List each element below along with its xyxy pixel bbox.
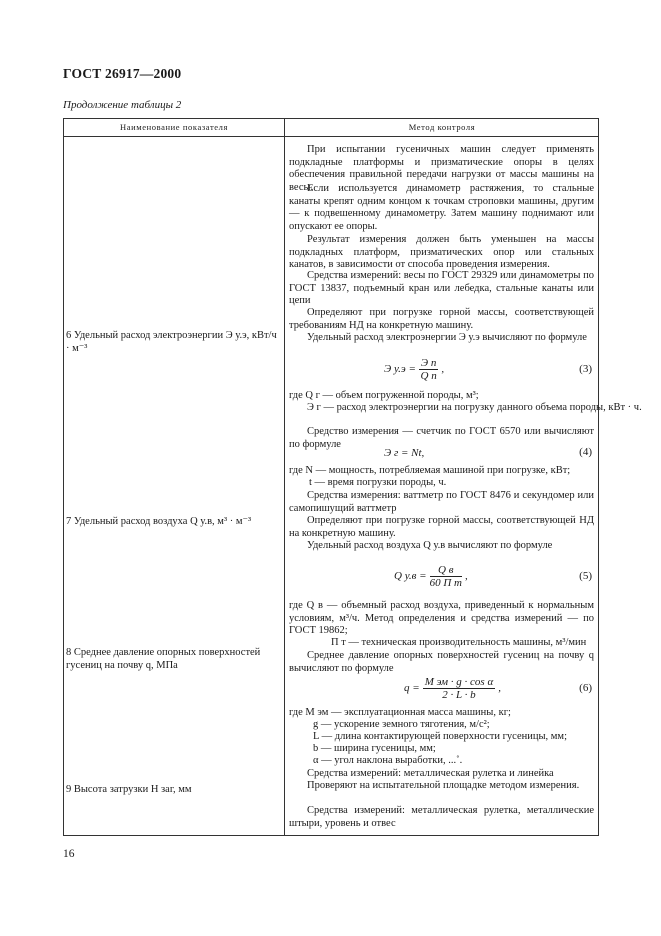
fraction-numerator: Э п xyxy=(420,356,437,369)
row-label-energy: 6 Удельный расход электроэнергии Э у.э, кВт/ч · м⁻³ xyxy=(66,330,277,354)
fraction-denominator: 60 П т xyxy=(429,576,462,589)
method-paragraph: Если используется динамометр растяжения, то стальные канаты крепят одним концом к точкам строповки машины, другим — к подвешенному динамометру. Затем машину поднимают или опускают ее опоры. xyxy=(289,183,594,232)
method-paragraph: Среднее давление опорных поверхностей гусениц на почву q вычисляют по формуле xyxy=(289,650,594,674)
formula-5 xyxy=(289,562,594,590)
formula-lhs: q = xyxy=(404,682,420,694)
row-label-air: 7 Удельный расход воздуха Q у.в, м³ · м⁻³ xyxy=(66,516,252,527)
fraction-numerator: Q в xyxy=(430,564,462,577)
method-paragraph: Результат измерения должен быть уменьшен на массы подкладных платформ, призматических опор или стальных канатов, в зависимости от способа проведения измерения. xyxy=(289,234,594,270)
table-continuation: Продолжение таблицы 2 xyxy=(63,99,182,111)
method-paragraph: Средства измерений: металлическая рулетка, металлические штыри, уровень и отвес xyxy=(289,805,594,829)
page-number: 16 xyxy=(63,848,75,860)
formula-number: (6) xyxy=(579,682,592,694)
where-item: Э г — расход электроэнергии на погрузку данного объема породы, кВт · ч. xyxy=(307,402,642,413)
column-header-indicator: Наименование показателя xyxy=(119,122,228,132)
method-paragraph: Удельный расход электроэнергии Э у.э вычисляют по формуле xyxy=(307,332,587,343)
where-item: L — длина контактирующей поверхности гусеницы, мм; xyxy=(313,731,567,742)
formula-number: (5) xyxy=(579,570,592,582)
formula-6 xyxy=(289,674,594,702)
formula-tail: , xyxy=(464,570,468,582)
where-item: α — угол наклона выработки, ...˚. xyxy=(313,755,463,766)
where-item: где N — мощность, потребляемая машиной при погрузке, кВт; xyxy=(289,465,571,476)
fraction-denominator: Q п xyxy=(420,369,437,382)
formula-tail: , xyxy=(441,363,445,375)
column-header-method: Метод контроля xyxy=(408,122,476,132)
method-paragraph: При испытании гусеничных машин следует применять подкладные платформы и призматические опоры в целях обеспечения правильной передачи нагрузки от массы машины на весы. xyxy=(289,144,594,193)
formula-expression: Э г = Nt, xyxy=(384,447,425,459)
standard-title: ГОСТ 26917—2000 xyxy=(63,66,182,81)
where-item: где Q в — объемный расход воздуха, приведенный к нормальным условиям, м³/ч. Метод определения и средства измерений — по ГОСТ 19862; xyxy=(289,600,594,636)
formula-fraction xyxy=(430,564,462,589)
formula-lhs: Q у.в = xyxy=(394,570,427,582)
method-paragraph: Средства измерений: весы по ГОСТ 29329 или динамометры по ГОСТ 13837, подъемный кран или лебедка, стальные канаты или цепи xyxy=(289,270,594,306)
where-item: где M эм — эксплуатационная масса машины, кг; xyxy=(289,707,511,718)
formula-fraction xyxy=(423,676,496,701)
formula-3 xyxy=(289,355,594,383)
fraction-denominator: 2 · L · b xyxy=(442,688,476,701)
method-paragraph: Проверяют на испытательной площадке методом измерения. xyxy=(307,780,580,791)
method-paragraph: Средства измерений: металлическая рулетка и линейка xyxy=(307,768,554,779)
where-item: П т — техническая производительность машины, м³/мин xyxy=(331,637,587,648)
row-label-pressure: 8 Среднее давление опорных поверхностей гусениц на почву q, МПа xyxy=(66,647,261,671)
method-paragraph: Удельный расход воздуха Q у.в вычисляют по формуле xyxy=(307,540,553,551)
header-divider xyxy=(64,136,598,137)
method-paragraph: Средства измерения: ваттметр по ГОСТ 8476 и секундомер или самопишущий ваттметр xyxy=(289,490,594,514)
formula-4 xyxy=(289,445,594,461)
column-divider xyxy=(284,119,285,835)
fraction-numerator: M эм · g · cos α xyxy=(424,675,494,688)
methods-table xyxy=(63,118,642,836)
formula-number: (4) xyxy=(579,446,592,458)
where-item: где Q г — объем погруженной породы, м³; xyxy=(289,390,479,401)
formula-number: (3) xyxy=(579,363,592,375)
formula-lhs: Э у.э = xyxy=(384,363,416,375)
where-item: b — ширина гусеницы, мм; xyxy=(313,743,436,754)
formula-tail: , xyxy=(498,682,501,694)
where-item: t — время погрузки породы, ч. xyxy=(309,477,447,488)
where-item: g — ускорение земного тяготения, м/с²; xyxy=(313,719,490,730)
method-paragraph: Средство измерения — счетчик по ГОСТ 6570 или вычисляют по формуле xyxy=(289,426,594,450)
formula-fraction xyxy=(419,357,438,382)
method-paragraph: Определяют при погрузке горной массы, соответствующей требованиям НД на конкретную машину. xyxy=(289,307,594,331)
row-label-height: 9 Высота затрузки H заг, мм xyxy=(66,784,192,795)
method-paragraph: Определяют при погрузке горной массы, соответствующей НД на конкретную машину. xyxy=(289,515,594,539)
